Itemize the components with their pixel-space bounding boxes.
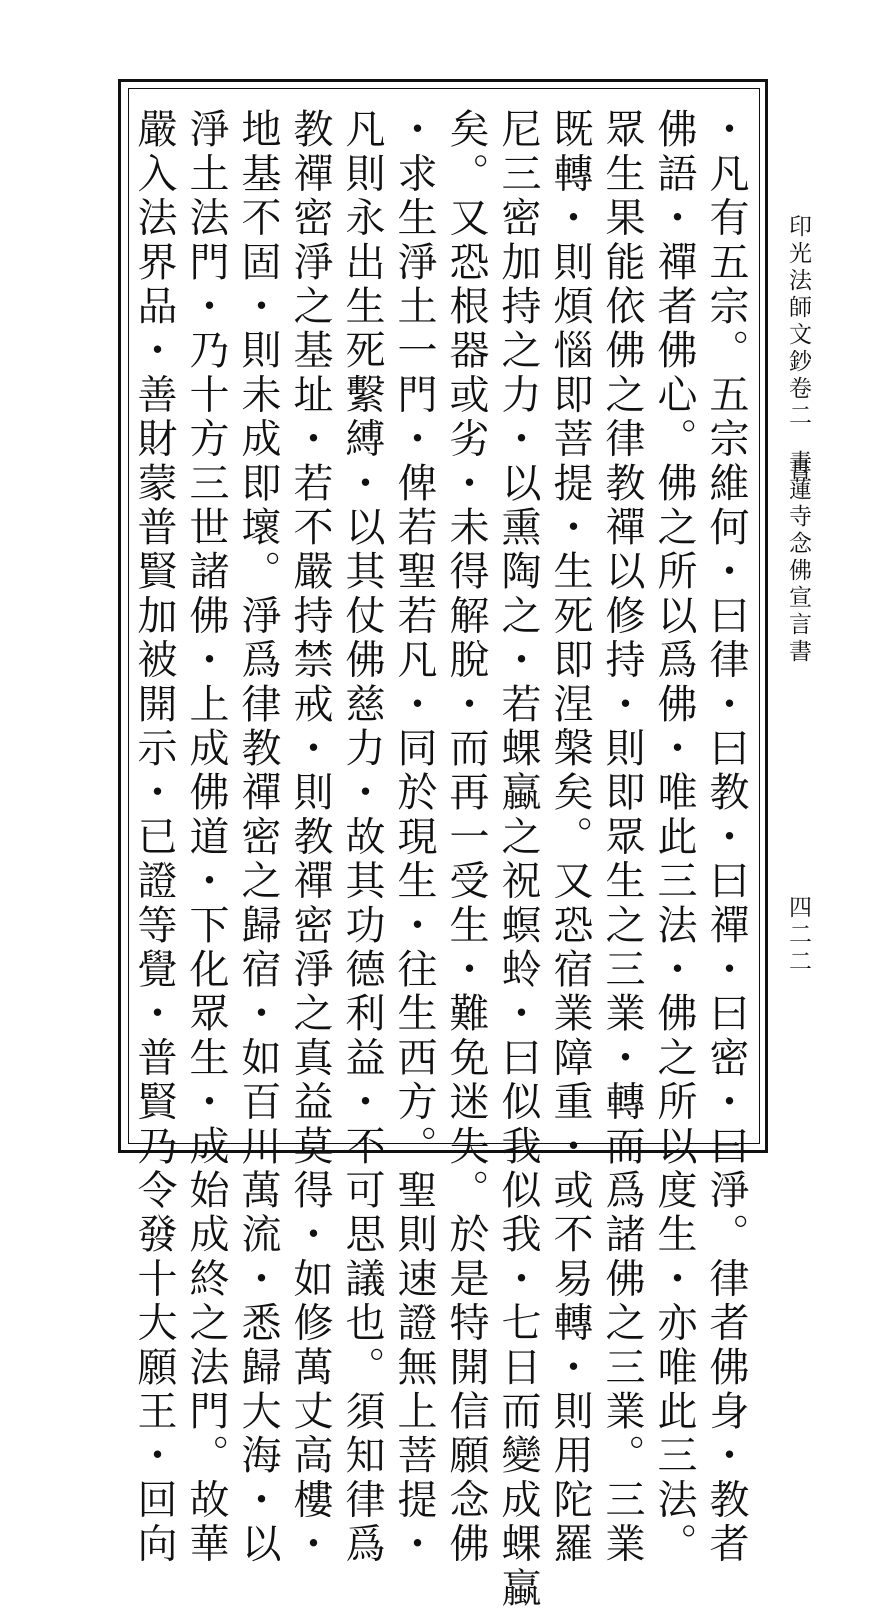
text-column-6: 矣。又恐根器或劣・未得解脫・而再一受生・難免迷失。於是特開信願念佛 (443, 108, 489, 1567)
text-column-10: 地基不固・則未成即壞。淨爲律教禪密之歸宿・如百川萬流・悉歸大海・以 (235, 108, 281, 1567)
book-title: 印光法師文鈔卷二 書 (785, 214, 811, 484)
page-number: 四二二 (785, 895, 811, 976)
text-column-12: 嚴入法界品・善財蒙普賢加被開示・已證等覺・普賢乃令發十大願王・回向 (131, 108, 177, 1567)
text-column-2: 佛語・禪者佛心。佛之所以爲佛・唯此三法・佛之所以度生・亦唯此三法。 (651, 108, 697, 1567)
text-column-4: 既轉・則煩惱即菩提・生死即涅槃矣。又恐宿業障重・或不易轉・則用陀羅 (547, 108, 593, 1567)
text-column-1: ・凡有五宗。五宗維何・曰律・曰教・曰禪・曰密・曰淨。律者佛身・教者 (703, 108, 749, 1567)
text-column-8: 凡則永出生死繫縛・以其仗佛慈力・故其功德利益・不可思議也。須知律爲 (339, 108, 385, 1567)
text-column-11: 淨土法門・乃十方三世諸佛・上成佛道・下化眾生・成始成終之法門。故華 (183, 108, 229, 1567)
text-column-9: 教禪密淨之基址・若不嚴持禁戒・則教禪密淨之真益莫得・如修萬丈高樓・ (287, 108, 333, 1567)
section-title: 青蓮寺念佛宣言書 (785, 450, 811, 666)
text-column-7: ・求生淨土一門・俾若聖若凡・同於現生・往生西方。聖則速證無上菩提・ (391, 108, 437, 1567)
text-column-5: 尼三密加持之力・以熏陶之・若蜾蠃之祝螟蛉・曰似我似我・七日而變成蜾蠃 (495, 108, 541, 1611)
text-column-3: 眾生果能依佛之律教禪以修持・則即眾生之三業・轉而爲諸佛之三業。三業 (599, 108, 645, 1567)
